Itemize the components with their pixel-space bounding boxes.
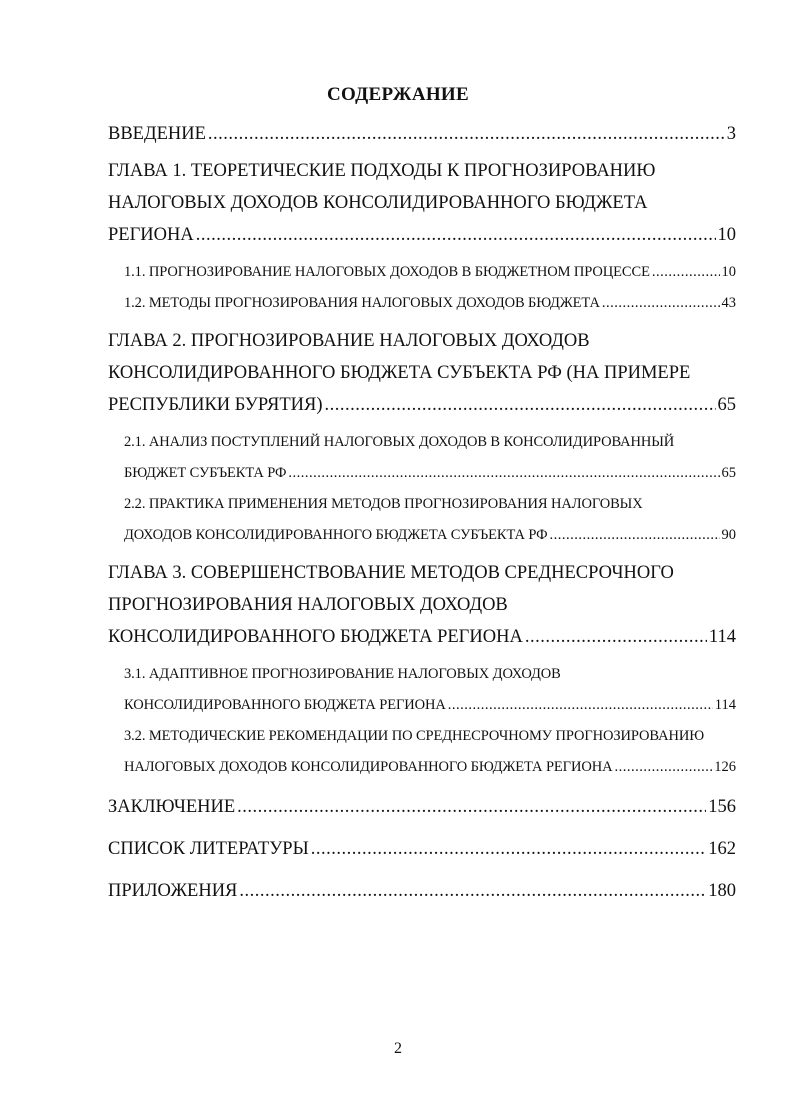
toc-page-number: 156 [708,797,736,817]
toc-entry-label: КОНСОЛИДИРОВАННОГО БЮДЖЕТА РЕГИОНА [124,697,446,713]
toc-entry-chapter-3[interactable] [108,557,736,653]
toc-entry-label: ПРИЛОЖЕНИЯ [108,881,238,901]
toc-entry-section-2-1[interactable] [124,427,736,489]
toc-page-number: 10 [721,264,736,280]
table-of-contents [108,118,736,907]
dot-leader [239,875,706,907]
toc-page-number: 43 [721,295,736,311]
toc-entry-label: ДОХОДОВ КОНСОЛИДИРОВАННОГО БЮДЖЕТА СУБЪЕКТА РФ [124,527,548,543]
toc-entry-label: 1.2. МЕТОДЫ ПРОГНОЗИРОВАНИЯ НАЛОГОВЫХ ДОХОДОВ БЮДЖЕТА [124,295,600,311]
toc-page-number: 3 [726,124,736,144]
dot-leader [448,690,713,721]
page-number: 2 [394,1040,402,1057]
toc-entry-label: РЕГИОНА [108,225,194,245]
toc-entry-label: ГЛАВА 1. ТЕОРЕТИЧЕСКИЕ ПОДХОДЫ К ПРОГНОЗИРОВАНИЮ [108,161,656,181]
toc-entry-section-1-1[interactable] [124,257,736,288]
toc-page-number: 126 [714,759,736,775]
toc-entry-intro[interactable] [108,118,736,150]
dot-leader [550,520,720,551]
toc-entry-label: БЮДЖЕТ СУБЪЕКТА РФ [124,465,287,481]
toc-entry-references[interactable] [108,833,736,865]
toc-entry-label: 3.1. АДАПТИВНОЕ ПРОГНОЗИРОВАНИЕ НАЛОГОВЫХ ДОХОДОВ [124,666,561,682]
toc-entry-conclusion[interactable] [108,791,736,823]
toc-entry-label: 3.2. МЕТОДИЧЕСКИЕ РЕКОМЕНДАЦИИ ПО СРЕДНЕСРОЧНОМУ ПРОГНОЗИРОВАНИЮ [124,728,704,744]
toc-entry-label: ГЛАВА 3. СОВЕРШЕНСТВОВАНИЕ МЕТОДОВ СРЕДНЕСРОЧНОГО [108,563,674,583]
toc-page-number: 162 [708,839,736,859]
toc-entry-chapter-2[interactable] [108,325,736,421]
toc-title: СОДЕРЖАНИЕ [327,84,469,105]
toc-entry-label: КОНСОЛИДИРОВАННОГО БЮДЖЕТА РЕГИОНА [108,627,523,647]
toc-entry-label: РЕСПУБЛИКИ БУРЯТИЯ) [108,395,323,415]
toc-entry-label: СПИСОК ЛИТЕРАТУРЫ [108,839,309,859]
toc-entry-section-1-2[interactable] [124,288,736,319]
toc-entry-label: 2.1. АНАЛИЗ ПОСТУПЛЕНИЙ НАЛОГОВЫХ ДОХОДОВ В КОНСОЛИДИРОВАННЫЙ [124,434,675,450]
toc-entry-label: ПРОГНОЗИРОВАНИЯ НАЛОГОВЫХ ДОХОДОВ [108,595,508,615]
toc-page-number: 180 [708,881,736,901]
dot-leader [324,389,715,421]
toc-entry-section-3-1[interactable] [124,659,736,721]
dot-leader [196,219,716,251]
toc-entry-label: НАЛОГОВЫХ ДОХОДОВ КОНСОЛИДИРОВАННОГО БЮДЖЕТА РЕГИОНА [124,759,613,775]
toc-entry-label: 2.2. ПРАКТИКА ПРИМЕНЕНИЯ МЕТОДОВ ПРОГНОЗИРОВАНИЯ НАЛОГОВЫХ [124,496,643,512]
toc-page-number: 114 [708,627,736,647]
toc-entry-label: ГЛАВА 2. ПРОГНОЗИРОВАНИЕ НАЛОГОВЫХ ДОХОДОВ [108,331,590,351]
toc-page-number: 65 [717,395,736,415]
dot-leader [311,833,707,865]
toc-page-number: 90 [721,527,736,543]
dot-leader [614,752,712,783]
dot-leader [602,288,720,319]
toc-entry-chapter-1[interactable] [108,155,736,251]
toc-entry-label: ЗАКЛЮЧЕНИЕ [108,797,236,817]
dot-leader [525,621,707,653]
toc-entry-label: ВВЕДЕНИЕ [108,124,206,144]
toc-entry-label: НАЛОГОВЫХ ДОХОДОВ КОНСОЛИДИРОВАННОГО БЮДЖЕТА [108,193,648,213]
toc-entry-label: КОНСОЛИДИРОВАННОГО БЮДЖЕТА СУБЪЕКТА РФ (НА ПРИМЕРЕ [108,363,691,383]
toc-entry-appendices[interactable] [108,875,736,907]
toc-page-number: 114 [714,697,736,713]
dot-leader [208,118,725,150]
dot-leader [652,257,720,288]
toc-page-number: 65 [721,465,736,481]
toc-entry-section-2-2[interactable] [124,489,736,551]
dot-leader [237,791,706,823]
toc-entry-section-3-2[interactable] [124,721,736,783]
toc-page-number: 10 [717,225,736,245]
toc-entry-label: 1.1. ПРОГНОЗИРОВАНИЕ НАЛОГОВЫХ ДОХОДОВ В БЮДЖЕТНОМ ПРОЦЕССЕ [124,264,650,280]
dot-leader [288,458,719,489]
